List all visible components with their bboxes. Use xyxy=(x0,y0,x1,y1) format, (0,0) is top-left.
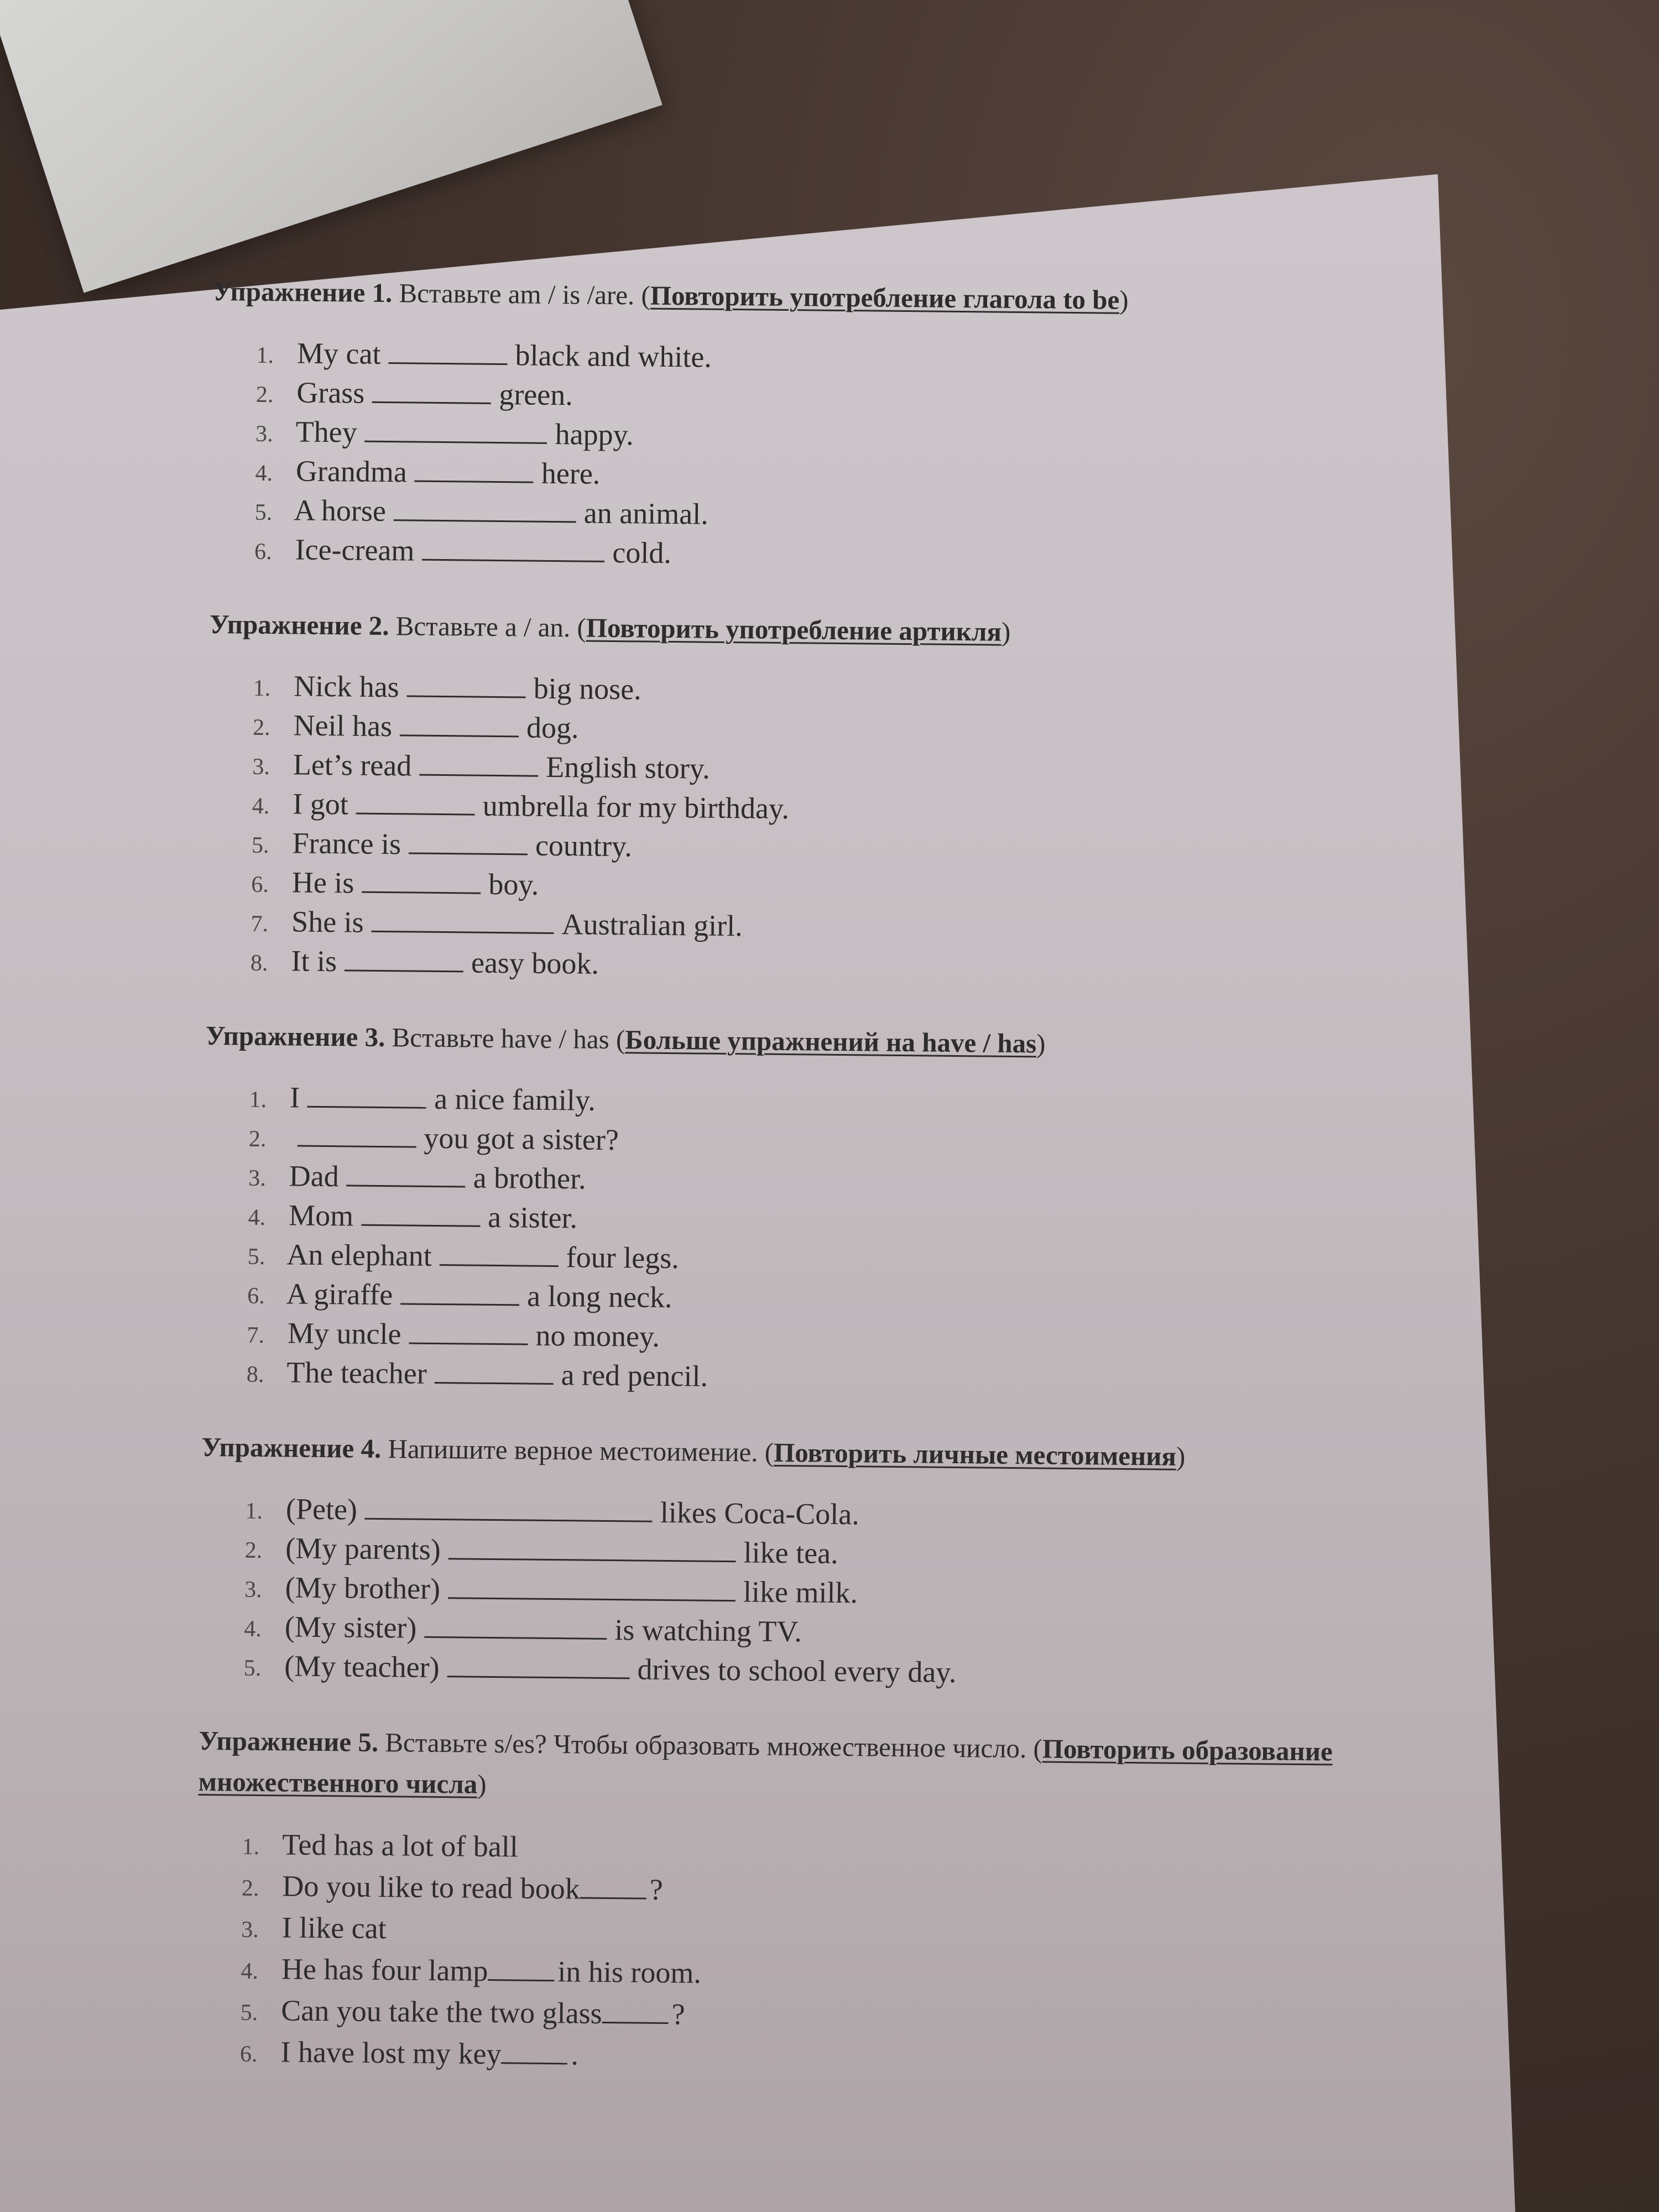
item-number: 6. xyxy=(239,2041,258,2067)
item-text-before: She is xyxy=(291,905,364,939)
item-text-after: Australian girl. xyxy=(561,907,743,943)
answer-blank[interactable] xyxy=(307,1082,426,1109)
answer-blank[interactable] xyxy=(365,416,547,444)
answer-blank[interactable] xyxy=(388,338,507,365)
answer-blank[interactable] xyxy=(356,789,475,816)
answer-blank[interactable] xyxy=(297,1121,416,1148)
item-number: 1. xyxy=(256,342,274,369)
item-text-before: The teacher xyxy=(286,1355,427,1390)
item-text-before: Neil has xyxy=(293,708,393,743)
item-text-after: likes Coca-Cola. xyxy=(660,1495,860,1531)
exercise-instruction: Вставьте am / is /are. xyxy=(399,278,635,311)
answer-blank[interactable] xyxy=(415,456,534,483)
answer-blank[interactable] xyxy=(501,2038,567,2064)
item-number: 4. xyxy=(244,1616,262,1642)
item-text-after: a nice family. xyxy=(434,1082,596,1117)
item-text-before: (My teacher) xyxy=(284,1649,440,1684)
exercise-header: Упражнение 5. Вставьте s/es? Чтобы образовать множественное число. (Повторить образование множественного числа) xyxy=(198,1725,1333,1799)
exercise-link[interactable]: Больше упражнений на have / has xyxy=(625,1024,1037,1059)
item-text-after: dog. xyxy=(526,711,579,745)
item-number: 5. xyxy=(251,832,269,859)
exercise-title: Упражнение 2. xyxy=(209,608,389,641)
item-number: 7. xyxy=(247,1322,265,1348)
item-text-before: Ice-cream xyxy=(295,533,415,567)
answer-blank[interactable] xyxy=(407,671,526,698)
item-number: 2. xyxy=(252,714,270,741)
answer-blank[interactable] xyxy=(365,1494,653,1522)
answer-blank[interactable] xyxy=(488,1955,554,1981)
item-text-before: Dad xyxy=(289,1159,340,1193)
item-text-after: a brother. xyxy=(473,1161,586,1196)
item-text-after: an animal. xyxy=(583,496,709,531)
exercise-2 xyxy=(206,604,1415,993)
exercise-title: Упражнение 1. xyxy=(212,275,393,309)
item-number: 4. xyxy=(248,1204,266,1230)
item-number: 5. xyxy=(254,499,273,526)
exercise-list xyxy=(196,1824,1404,2085)
answer-blank[interactable] xyxy=(448,1533,736,1562)
exercise-link[interactable]: Повторить употребление артикля xyxy=(586,612,1002,647)
item-number: 1. xyxy=(242,1834,260,1860)
item-number: 3. xyxy=(255,421,273,447)
item-text-after: in his room. xyxy=(557,1955,702,1990)
exercise-list xyxy=(206,667,1415,993)
item-text-after: ? xyxy=(671,1997,685,2031)
answer-blank[interactable] xyxy=(424,1612,607,1640)
item-number: 2. xyxy=(244,1537,263,1563)
exercise-list xyxy=(202,1078,1411,1404)
item-number: 5. xyxy=(247,1244,265,1270)
item-text-before: Mom xyxy=(288,1198,354,1233)
exercise-4 xyxy=(199,1427,1407,1698)
exercise-link[interactable]: Повторить употребление глагола to be xyxy=(650,280,1120,315)
item-text-after: like milk. xyxy=(743,1575,858,1610)
item-number: 8. xyxy=(246,1361,264,1387)
answer-blank[interactable] xyxy=(394,495,576,523)
item-text-after: a red pencil. xyxy=(561,1358,708,1393)
item-number: 3. xyxy=(248,1165,266,1191)
exercise-list xyxy=(199,1490,1406,1698)
item-number: 6. xyxy=(254,539,272,565)
item-number: 3. xyxy=(252,754,270,780)
item-number: 5. xyxy=(240,2000,258,2026)
exercise-instruction: Вставьте have / has xyxy=(392,1022,610,1055)
item-text-after: a long neck. xyxy=(526,1279,672,1314)
exercise-instruction: Вставьте s/es? Чтобы образовать множественное число. xyxy=(385,1727,1027,1764)
answer-blank[interactable] xyxy=(435,1358,554,1385)
item-text-before: Do you like to read book xyxy=(282,1869,581,1906)
item-number: 6. xyxy=(247,1283,265,1309)
item-number: 7. xyxy=(251,911,269,937)
exercise-list xyxy=(210,334,1418,581)
item-number: 6. xyxy=(251,872,269,898)
answer-blank[interactable] xyxy=(422,535,604,562)
exercise-header: Упражнение 2. Вставьте a / an. (Повторить употребление артикля) xyxy=(209,608,1011,647)
item-text-before: An elephant xyxy=(286,1238,432,1272)
item-text-before: He has four lamp xyxy=(281,1952,488,1987)
worksheet-content xyxy=(195,271,1418,2119)
item-number: 8. xyxy=(250,950,268,977)
item-text-before: I like cat xyxy=(281,1911,387,1945)
item-text-before: I xyxy=(289,1081,300,1114)
item-number: 1. xyxy=(245,1498,263,1524)
item-number: 2. xyxy=(248,1126,267,1152)
item-text-before: I got xyxy=(292,787,349,821)
exercise-instruction: Напишите верное местоимение. xyxy=(388,1433,758,1468)
item-text-before: They xyxy=(295,415,357,449)
answer-blank[interactable] xyxy=(372,906,554,934)
answer-blank[interactable] xyxy=(362,867,481,894)
exercise-title: Упражнение 5. xyxy=(199,1725,379,1757)
item-text-before: My uncle xyxy=(287,1316,401,1351)
answer-blank[interactable] xyxy=(400,1279,519,1306)
exercise-header: Упражнение 1. Вставьте am / is /are. (Повторить употребление глагола to be) xyxy=(212,275,1129,315)
item-number: 1. xyxy=(253,675,271,702)
item-text-after: a sister. xyxy=(487,1200,578,1235)
item-text-before: I have lost my key xyxy=(280,2035,502,2071)
item-text-after: happy. xyxy=(555,417,634,452)
exercise-3 xyxy=(202,1015,1411,1404)
item-text-before: (My sister) xyxy=(284,1610,417,1645)
exercise-link[interactable]: Повторить образование множественного числа xyxy=(198,1733,1333,1799)
item-text-before: A giraffe xyxy=(286,1277,393,1312)
item-text-before: Ted has a lot of ball xyxy=(281,1828,519,1864)
answer-blank[interactable] xyxy=(372,377,491,404)
exercise-title: Упражнение 4. xyxy=(201,1431,382,1464)
answer-blank[interactable] xyxy=(345,945,463,972)
exercise-1 xyxy=(210,271,1418,581)
item-text-before: (Pete) xyxy=(285,1492,358,1526)
item-text-after: umbrella for my birthday. xyxy=(482,789,790,826)
item-text-before: Nick has xyxy=(294,669,400,704)
item-text-before: Can you take the two glass xyxy=(281,1994,602,2030)
item-text-after: is watching TV. xyxy=(614,1613,802,1648)
item-text-before: France is xyxy=(292,826,401,861)
item-number: 2. xyxy=(241,1875,259,1901)
item-text-before: Grass xyxy=(296,375,365,410)
item-text-after: green. xyxy=(499,377,573,412)
item-text-after: no money. xyxy=(535,1318,660,1353)
item-text-after: black and white. xyxy=(515,338,712,374)
item-text-before: My cat xyxy=(296,336,381,371)
item-text-after: you got a sister? xyxy=(424,1121,619,1157)
item-number: 4. xyxy=(252,793,270,820)
item-text-after: like tea. xyxy=(743,1536,838,1570)
item-text-before xyxy=(289,1120,290,1153)
item-text-after: ? xyxy=(649,1872,664,1906)
item-text-after: English story. xyxy=(546,750,711,785)
exercise-instruction: Вставьте a / an. xyxy=(395,611,571,643)
item-text-before: It is xyxy=(291,944,337,978)
item-text-after: boy. xyxy=(488,867,539,901)
exercise-header: Упражнение 4. Напишите верное местоимение. (Повторить личные местоимения) xyxy=(201,1431,1186,1472)
item-number: 3. xyxy=(241,1917,259,1943)
item-number: 4. xyxy=(241,1958,259,1984)
item-text-after: . xyxy=(571,2038,579,2072)
answer-blank[interactable] xyxy=(419,750,538,777)
item-text-after: drives to school every day. xyxy=(637,1652,957,1689)
item-text-before: Grandma xyxy=(295,454,408,489)
item-number: 3. xyxy=(244,1577,262,1603)
item-text-after: country. xyxy=(535,828,633,863)
item-text-before: He is xyxy=(291,865,354,900)
item-number: 4. xyxy=(255,460,273,487)
answer-blank[interactable] xyxy=(361,1200,480,1227)
answer-blank[interactable] xyxy=(409,1318,528,1345)
exercise-header: Упражнение 3. Вставьте have / has (Больше упражнений на have / has) xyxy=(205,1020,1046,1059)
item-text-before: (My brother) xyxy=(285,1571,441,1606)
answer-blank[interactable] xyxy=(400,710,519,737)
item-text-before: A horse xyxy=(294,493,387,528)
item-number: 5. xyxy=(243,1655,262,1681)
answer-blank[interactable] xyxy=(347,1160,466,1187)
item-text-after: big nose. xyxy=(533,671,642,706)
answer-blank[interactable] xyxy=(602,1997,669,2024)
exercise-link[interactable]: Повторить личные местоимения xyxy=(773,1437,1177,1472)
item-text-after: easy book. xyxy=(471,946,599,980)
item-text-after: four legs. xyxy=(566,1240,680,1275)
answer-blank[interactable] xyxy=(448,1573,735,1601)
answer-blank[interactable] xyxy=(409,828,528,855)
item-text-before: Let’s read xyxy=(293,748,412,782)
answer-blank[interactable] xyxy=(580,1873,646,1900)
item-number: 1. xyxy=(249,1087,267,1113)
answer-blank[interactable] xyxy=(440,1240,559,1267)
item-text-after: here. xyxy=(541,456,601,491)
item-number: 2. xyxy=(255,382,274,408)
item-text-after: cold. xyxy=(612,535,672,570)
exercise-title: Упражнение 3. xyxy=(205,1020,385,1053)
exercise-5 xyxy=(196,1720,1405,2085)
answer-blank[interactable] xyxy=(447,1651,629,1679)
item-text-before: (My parents) xyxy=(285,1531,441,1567)
